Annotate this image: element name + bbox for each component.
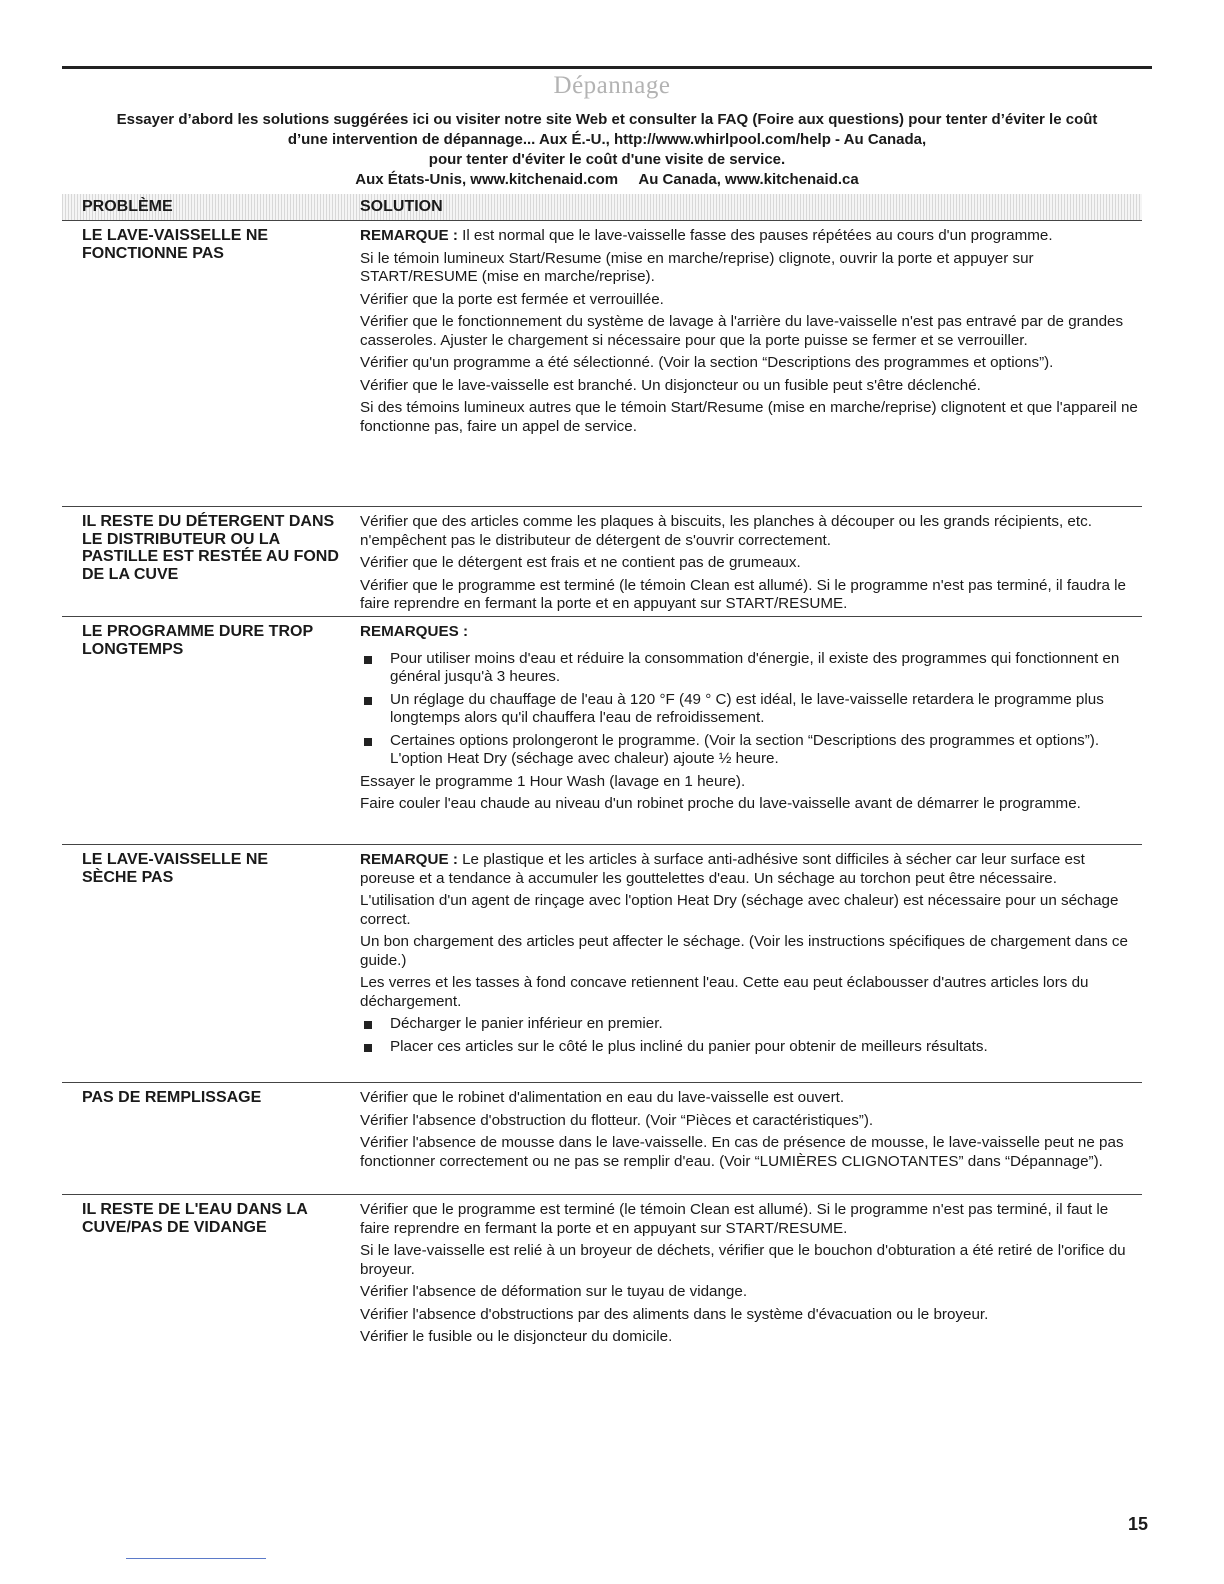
header-solution: SOLUTION — [360, 198, 443, 215]
note-text: Il est normal que le lave-vaisselle fasse des pauses répétées au cours d'un programme. — [457, 227, 1053, 244]
solution-line: Un bon chargement des articles peut affecter le séchage. (Voir les instructions spécifiques de chargement dans ce guide.) — [360, 933, 1128, 969]
solution-line: Vérifier l'absence de mousse dans le lave-vaisselle. En cas de présence de mousse, le lave-vaisselle peut ne pas fonctionner correctement ou ne pas se remplir d'eau. (Voir “LUMIÈRES CLIGNOTANTES” dans “Dépannage”). — [360, 1134, 1124, 1170]
solution-line: Vérifier l'absence d'obstruction du flotteur. (Voir “Pièces et caractéristiques”). — [360, 1111, 874, 1129]
bullet-square-icon — [364, 738, 372, 746]
solution-line: Vérifier qu'un programme a été sélectionné. (Voir la section “Descriptions des programmes et options”). — [360, 354, 1054, 371]
note-text: Le plastique et les articles à surface anti-adhésive sont difficiles à sécher car leur surface est poreuse et a tendance à accumuler les gouttelettes d'eau. Un séchage au torchon peut être nécessaire. — [360, 851, 1085, 887]
problem-label: LE LAVE-VAISSELLE NE SÈCHE PAS — [82, 851, 269, 886]
note — [360, 851, 1140, 888]
solution-line: Vérifier l'absence d'obstructions par des aliments dans le système d'évacuation ou le broyeur. — [360, 1305, 989, 1323]
solution-line: Les verres et les tasses à fond concave retiennent l'eau. Cette eau peut éclabousser d'autres articles lors du déchargement. — [360, 974, 1089, 1010]
note-label: REMARQUE : — [360, 851, 458, 868]
solution-line: Vérifier que le robinet d'alimentation en eau du lave-vaisselle est ouvert. — [360, 1089, 845, 1106]
table-row — [62, 845, 1142, 1083]
solution-line: Vérifier que des articles comme les plaques à biscuits, les planches à découper ou les grands récipients, etc. n'empêchent pas le distributeur de détergent de s'ouvrir correctement. — [360, 513, 1092, 549]
solution-line: Si le témoin lumineux Start/Resume (mise en marche/reprise) clignote, ouvrir la porte et appuyer sur START/RESUME (mise en marche/reprise). — [360, 249, 1034, 285]
bullet-item: Pour utiliser moins d'eau et réduire la consommation d'énergie, il existe des programmes qui fonctionnent en général jusqu'à 3 heures. — [360, 650, 1140, 687]
top-rule — [62, 66, 1152, 69]
solution-line: Vérifier que le programme est terminé (le témoin Clean est allumé). Si le programme n'est pas terminé, il faudra le faire reprendre en fermant la porte et en appuyant sur START/RESUME. — [360, 576, 1126, 612]
solution-line: Faire couler l'eau chaude au niveau d'un robinet proche du lave-vaisselle avant de démarrer le programme. — [360, 795, 1081, 812]
bullet-item: Décharger le panier inférieur en premier. — [360, 1015, 1140, 1034]
problem-label: IL RESTE DU DÉTERGENT DANS LE DISTRIBUTEUR OU LA PASTILLE EST RESTÉE AU FOND DE LA CUVE — [82, 513, 339, 583]
bullet-square-icon — [364, 697, 372, 705]
solution-line: Vérifier que le fonctionnement du système de lavage à l'arrière du lave-vaisselle n'est pas entravé par de grandes casseroles. Ajuster le chargement si nécessaire pour que la porte puisse se fermer et se verrouiller. — [360, 313, 1124, 349]
table-row — [62, 1083, 1142, 1195]
intro-text — [62, 110, 1152, 190]
solution-cell — [360, 851, 1140, 1060]
remarks-heading: REMARQUES : — [360, 623, 469, 640]
solution-line: Si le lave-vaisselle est relié à un broyeur de déchets, vérifier que le bouchon d'obturation a été retiré de l'orifice du broyeur. — [360, 1242, 1126, 1278]
page-number: 15 — [1128, 1514, 1149, 1534]
bullet-square-icon — [364, 656, 372, 664]
solution-cell — [360, 623, 1140, 818]
table-row — [62, 1195, 1142, 1355]
solution-cell — [360, 513, 1140, 618]
footer-rule — [126, 1558, 266, 1559]
page-title: Dépannage — [553, 72, 671, 99]
intro-line: d’une intervention de dépannage... Aux É.-U., http://www.whirlpool.com/help - Au Canada, — [287, 131, 927, 148]
bullet-item: Un réglage du chauffage de l'eau à 120 °F (49 ° C) est idéal, le lave-vaisselle retardera le programme plus longtemps alors qu'il chauffera l'eau de refroidissement. — [360, 691, 1140, 728]
note-label: REMARQUE : — [360, 227, 458, 244]
table-row — [62, 507, 1142, 617]
bullet-item: Certaines options prolongeront le programme. (Voir la section “Descriptions des programmes et options”). L'option Heat Dry (séchage avec chaleur) ajoute ½ heure. — [360, 732, 1140, 769]
solution-cell — [360, 1201, 1140, 1351]
solution-line: Vérifier que le programme est terminé (le témoin Clean est allumé). Si le programme n'est pas terminé, il faut le faire reprendre en fermant la porte et en appuyant sur START/RESUME. — [360, 1201, 1109, 1237]
solution-line: Vérifier que le détergent est frais et ne contient pas de grumeaux. — [360, 554, 801, 571]
header-problem: PROBLÈME — [82, 198, 173, 215]
intro-line: Aux États-Unis, www.kitchenaid.com Au Canada, www.kitchenaid.ca — [355, 171, 859, 188]
table-row — [62, 617, 1142, 845]
solution-line: Si des témoins lumineux autres que le témoin Start/Resume (mise en marche/reprise) clignotent et que l'appareil ne fonctionne pas, faire un appel de service. — [360, 399, 1138, 435]
problem-label: LE PROGRAMME DURE TROP LONGTEMPS — [82, 623, 313, 658]
table-row — [62, 221, 1142, 507]
solution-cell — [360, 227, 1140, 440]
solution-line: L'utilisation d'un agent de rinçage avec l'option Heat Dry (séchage avec chaleur) est nécessaire pour un séchage correct. — [360, 892, 1119, 928]
solution-line: Essayer le programme 1 Hour Wash (lavage en 1 heure). — [360, 772, 746, 790]
bullet-square-icon — [364, 1021, 372, 1029]
bullet-item: Placer ces articles sur le côté le plus incliné du panier pour obtenir de meilleurs résultats. — [360, 1038, 1140, 1057]
solution-line: Vérifier le fusible ou le disjoncteur du domicile. — [360, 1328, 673, 1345]
problem-label: LE LAVE-VAISSELLE NE FONCTIONNE PAS — [82, 227, 269, 262]
problem-label: IL RESTE DE L'EAU DANS LA CUVE/PAS DE VIDANGE — [82, 1201, 308, 1236]
solution-line: Vérifier l'absence de déformation sur le tuyau de vidange. — [360, 1283, 748, 1300]
intro-line: pour tenter d'éviter le coût d'une visite de service. — [428, 151, 786, 168]
solution-cell — [360, 1089, 1140, 1175]
solution-line: Vérifier que la porte est fermée et verrouillée. — [360, 290, 664, 308]
table-header — [62, 194, 1142, 221]
bullet-square-icon — [364, 1044, 372, 1052]
problem-label: PAS DE REMPLISSAGE — [82, 1089, 262, 1106]
intro-line: Essayer d’abord les solutions suggérées ici ou visiter notre site Web et consulter la FAQ (Foire aux questions) pour tenter d’éviter le coût — [116, 111, 1098, 128]
note — [360, 227, 1140, 246]
solution-line: Vérifier que le lave-vaisselle est branché. Un disjoncteur ou un fusible peut s'être déclenché. — [360, 376, 981, 394]
